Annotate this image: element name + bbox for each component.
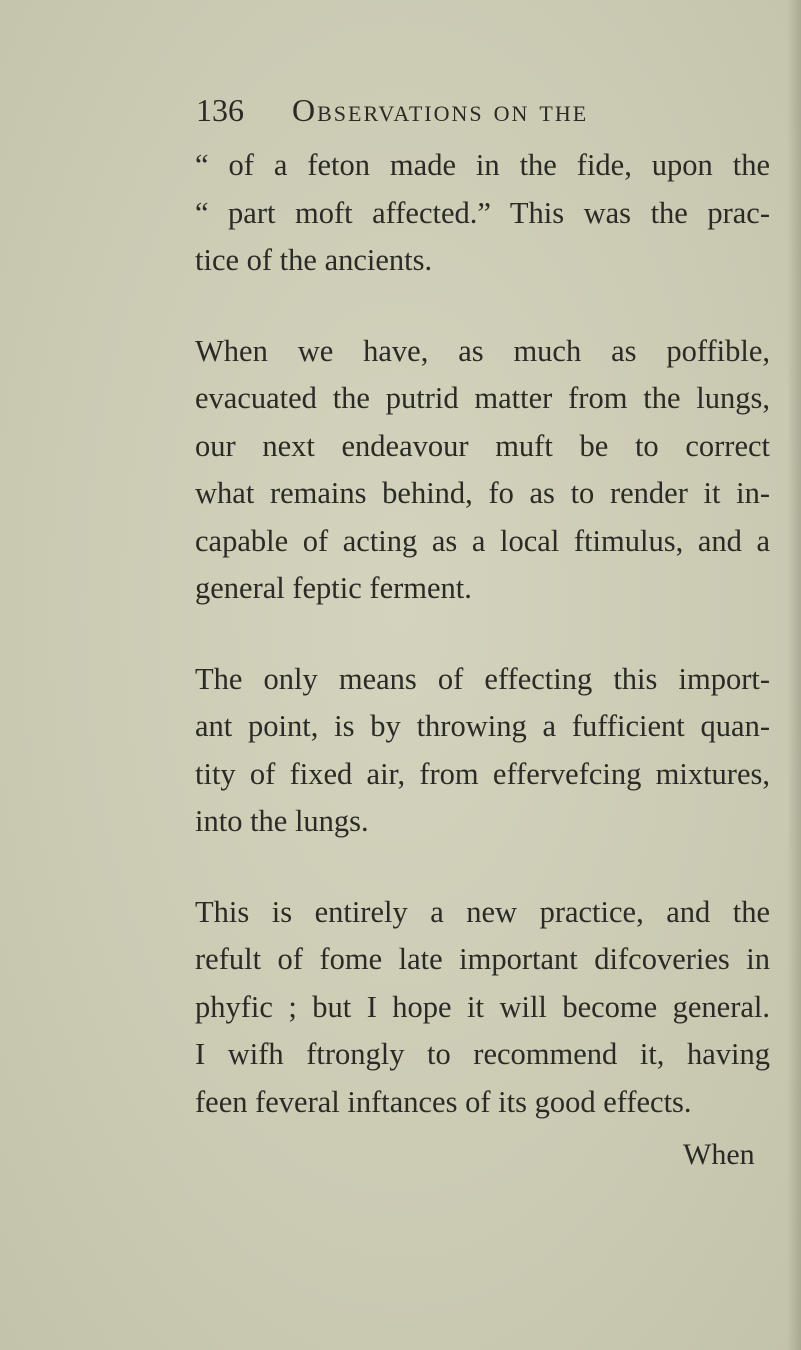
text-line: When we have, as much as poffible, xyxy=(195,333,770,368)
text-line: “ part moft affected.” This was the prac- xyxy=(195,195,770,230)
running-head: Observations on the xyxy=(292,92,589,128)
text-line: The only means of effecting this import- xyxy=(195,661,770,696)
paragraph-gap xyxy=(195,846,770,889)
text-line: I wifh ftrongly to recommend it, having xyxy=(195,1037,770,1071)
body-text xyxy=(195,142,770,1126)
catchword: When xyxy=(683,1138,755,1171)
paragraph-gap xyxy=(195,613,770,656)
text-line: This is entirely a new practice, and the xyxy=(195,894,770,929)
text-line: phyfic ; but I hope it will become general. xyxy=(195,989,770,1024)
page-header xyxy=(196,88,596,132)
paragraph-gap xyxy=(195,285,770,328)
page-edge-shadow xyxy=(787,0,801,1350)
paragraph-2 xyxy=(195,328,770,613)
text-line: evacuated the putrid matter from the lungs, xyxy=(195,381,770,415)
text-line: capable of acting as a local ftimulus, and a xyxy=(195,523,770,558)
text-line: into the lungs. xyxy=(195,804,369,838)
paragraph-1 xyxy=(195,142,770,285)
text-line: refult of fome late important difcoveries in xyxy=(195,942,770,976)
page-number: 136 xyxy=(196,92,244,128)
text-line: feen feveral inftances of its good effects. xyxy=(195,1084,692,1119)
text-line: “ of a feton made in the fide, upon the xyxy=(195,148,770,182)
paragraph-4 xyxy=(195,889,770,1127)
text-line: tity of fixed air, from effervefcing mixtures, xyxy=(195,756,770,791)
text-line: what remains behind, fo as to render it in- xyxy=(195,476,770,510)
paragraph-3 xyxy=(195,656,770,846)
text-line: ant point, is by throwing a fufficient quan- xyxy=(195,709,770,743)
text-line: tice of the ancients. xyxy=(195,243,433,277)
text-line: our next endeavour muft be to correct xyxy=(195,428,770,463)
text-line: general feptic ferment. xyxy=(195,571,472,605)
